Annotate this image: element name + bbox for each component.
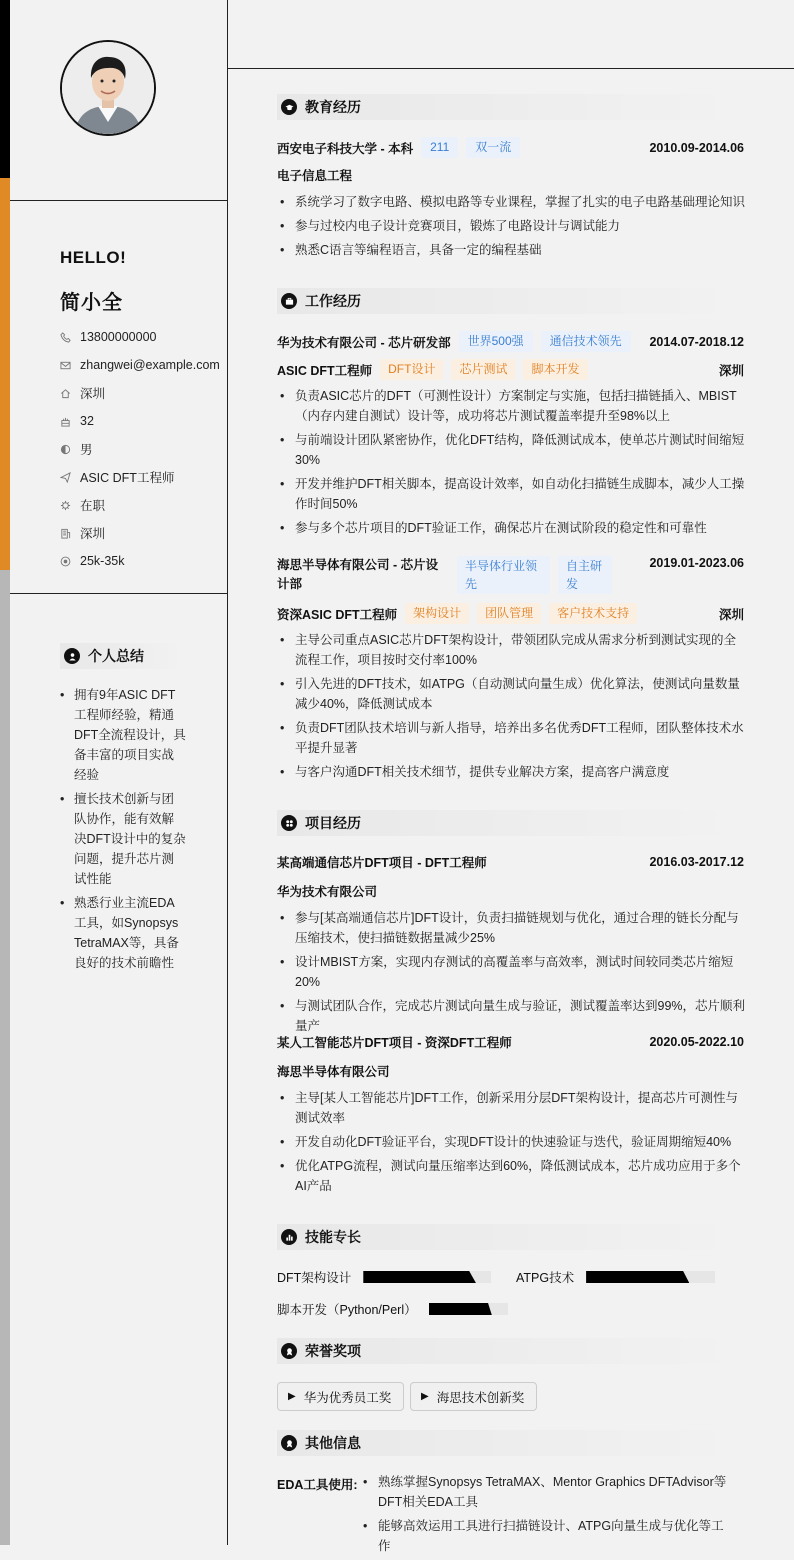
play-icon: ▶ [421,1391,429,1402]
date-range: 2016.03-2017.12 [649,855,744,869]
list-item: • 开发自动化DFT验证平台，实现DFT设计的快速验证与迭代，验证周期缩短40% [277,1132,747,1152]
briefcase-icon [281,293,297,309]
user-icon [64,648,80,664]
tag: 自主研发 [558,556,612,594]
contact-status: 在职 [60,491,220,519]
list-item: • 设计MBIST方案，实现内存测试的高覆盖率与高效率，测试时间较同类芯片缩短20% [277,952,747,992]
sidebar-stripe-orange [0,178,10,570]
skill-item [277,1268,491,1286]
project-name: 某人工智能芯片DFT项目 - 资深DFT工程师 [277,1036,512,1050]
job-role: 资深ASIC DFT工程师 [277,607,398,622]
skill-bar [429,1303,508,1315]
phone-icon [60,332,80,343]
date-range: 2014.07-2018.12 [649,334,744,349]
send-icon [60,472,80,483]
project-company: 华为技术有限公司 [277,885,378,899]
skill-bar-fill [586,1271,689,1283]
date-range: 2020.05-2022.10 [649,1035,744,1049]
list-item: • 熟悉C语言等编程语言，具备一定的编程基础 [277,240,747,260]
skill-name: ATPG技术 [516,1271,575,1285]
award-icon [281,1343,297,1359]
list-item: • 系统学习了数字电路、模拟电路等专业课程，掌握了扎实的电子电路基础理论知识 [277,192,747,212]
graduation-cap-icon [281,99,297,115]
home-icon [60,388,80,399]
avatar [60,40,156,136]
sidebar-stripe-gray [0,570,10,1545]
other-list [360,1472,730,1560]
tag: 半导体行业领先 [457,556,550,594]
major: 电子信息工程 [277,169,353,183]
other-heading: 其他信息 [277,1430,745,1456]
contact-gender: 男 [60,435,220,463]
person-name: 简小全 [60,292,123,314]
tag: 架构设计 [405,603,469,624]
contact-email: zhangwei@example.com [60,351,220,379]
grid-icon [281,815,297,831]
list-item: • 与前端设计团队紧密协作，优化DFT结构，降低测试成本，使单芯片测试时间缩短30% [277,430,747,470]
education-heading: 教育经历 [277,94,745,120]
company-name: 华为技术有限公司 - 芯片研发部 [277,335,451,350]
list-item: • 熟悉行业主流EDA工具，如Synopsys TetraMAX等，具备良好的技术前瞻性 [58,893,186,973]
tag: 世界500强 [459,331,533,352]
project-name: 某高端通信芯片DFT项目 - DFT工程师 [277,856,487,870]
skill-bar [363,1271,491,1283]
tag: DFT设计 [380,359,443,380]
date-range: 2019.01-2023.06 [649,556,744,570]
skill-item [277,1300,508,1318]
projects-heading: 项目经历 [277,810,745,836]
divider [10,593,227,594]
list-item: • 参与过校内电子设计竞赛项目，锻炼了电路设计与调试能力 [277,216,747,236]
tag: 211 [421,137,458,158]
project-duties [277,908,747,1040]
list-item: • 能够高效运用工具进行扫描链设计、ATPG向量生成与优化等工作 [360,1516,730,1556]
contact-phone: 13800000000 [60,323,220,351]
tag: 客户技术支持 [549,603,637,624]
job-role: ASIC DFT工程师 [277,363,373,378]
skill-bar-fill [429,1303,492,1315]
contact-list [60,323,220,575]
summary-list [58,685,186,977]
avatar-portrait [62,42,154,134]
mail-icon [60,360,80,371]
list-item: • 拥有9年ASIC DFT工程师经验，精通DFT全流程设计，具备丰富的项目实战经验 [58,685,186,785]
salary-icon [60,556,80,567]
job-duties [277,630,747,786]
project-row [277,853,744,871]
skill-name: 脚本开发（Python/Perl） [277,1303,417,1317]
project-duties [277,1088,747,1200]
status-icon [60,500,80,511]
tag: 脚本开发 [523,359,587,380]
job-role-row [277,603,744,624]
job-city: 深圳 [718,607,744,622]
greeting: HELLO! [60,248,127,267]
award-item: ▶ 海思技术创新奖 [410,1382,537,1411]
play-icon: ▶ [288,1391,296,1402]
project-row [277,1033,744,1051]
list-item: • 负责DFT团队技术培训与新人指导，培养出多名优秀DFT工程师，团队整体技术水平提升显著 [277,718,747,758]
list-item: • 与测试团队合作，完成芯片测试向量生成与验证，测试覆盖率达到99%，芯片顺利量产 [277,996,747,1036]
work-heading: 工作经历 [277,288,745,314]
company-name: 海思半导体有限公司 - 芯片设计部 [277,558,439,591]
skills-heading: 技能专长 [277,1224,745,1250]
award-item: ▶ 华为优秀员工奖 [277,1382,404,1411]
list-item: • 主导[某人工智能芯片]DFT工作，创新采用分层DFT架构设计，提高芯片可测性与测试效率 [277,1088,747,1128]
main-content [228,0,794,1553]
contact-salary: 25k-35k [60,547,220,575]
job-row [277,331,744,352]
honors-heading: 荣誉奖项 [277,1338,745,1364]
list-item: • 参与多个芯片项目的DFT验证工作，确保芯片在测试阶段的稳定性和可靠性 [277,518,747,538]
skill-item [516,1268,715,1286]
education-row [277,137,744,158]
divider [10,200,227,201]
list-item: • 主导公司重点ASIC芯片DFT架构设计，带领团队完成从需求分析到测试实现的全流程工作，项目按时交付率100% [277,630,747,670]
other-label: EDA工具使用: [277,1478,358,1492]
sidebar-stripe-black [0,0,10,178]
job-duties [277,386,747,542]
job-city: 深圳 [718,363,744,378]
list-item: • 引入先进的DFT技术，如ATPG（自动测试向量生成）优化算法，使测试向量数量减少40%，降低测试成本 [277,674,747,714]
education-list [277,192,747,264]
list-item: • 擅长技术创新与团队协作，能有效解决DFT设计中的复杂问题，提升芯片测试性能 [58,789,186,889]
list-item: • 与客户沟通DFT相关技术细节，提供专业解决方案，提高客户满意度 [277,762,747,782]
age-icon [60,416,80,427]
contact-age: 32 [60,407,220,435]
project-company: 海思半导体有限公司 [277,1065,390,1079]
tag: 团队管理 [477,603,541,624]
list-item: • 熟练掌握Synopsys TetraMAX、Mentor Graphics DFTAdvisor等DFT相关EDA工具 [360,1472,730,1512]
list-item: • 开发并维护DFT相关脚本，提高设计效率，如自动化扫描链生成脚本，减少人工操作时间50% [277,474,747,514]
job-role-row [277,359,744,380]
gender-icon [60,444,80,455]
sidebar [10,0,227,1545]
skill-name: DFT架构设计 [277,1271,352,1285]
list-item: • 负责ASIC芯片的DFT（可测性设计）方案制定与实施，包括扫描链插入、MBIST（内存内建自测试）设计等，成功将芯片测试覆盖率提升至98%以上 [277,386,747,426]
list-item: • 参与[某高端通信芯片]DFT设计，负责扫描链规划与优化，通过合理的链长分配与压缩技术，使扫描链数据量减少25% [277,908,747,948]
school-name: 西安电子科技大学 - 本科 [277,141,414,156]
bar-chart-icon [281,1229,297,1245]
info-icon [281,1435,297,1451]
tag: 双一流 [466,137,520,158]
skill-bar [586,1271,715,1283]
tag: 芯片测试 [451,359,515,380]
date-range: 2010.09-2014.06 [649,140,744,155]
contact-position: ASIC DFT工程师 [60,463,220,491]
skill-bar-fill [363,1271,476,1283]
job-row [277,556,744,594]
building-icon [60,528,80,539]
list-item: • 优化ATPG流程，测试向量压缩率达到60%，降低测试成本，芯片成功应用于多个AI产品 [277,1156,747,1196]
contact-location: 深圳 [60,379,220,407]
summary-heading: 个人总结 [60,643,185,669]
contact-city: 深圳 [60,519,220,547]
tag: 通信技术领先 [541,331,631,352]
